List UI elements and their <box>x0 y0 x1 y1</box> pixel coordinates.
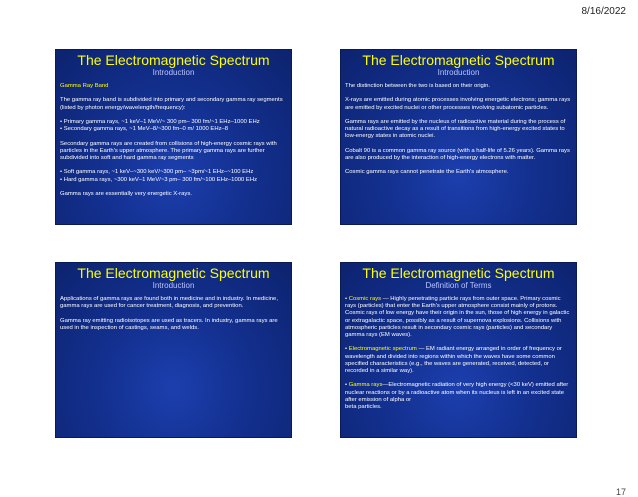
term-label: Cosmic rays <box>348 296 382 302</box>
slide-title: The Electromagnetic Spectrum <box>362 265 555 281</box>
slide-subtitle: Definition of Terms <box>425 281 492 290</box>
term-label: Gamma rays <box>348 382 383 389</box>
section-heading: Gamma Ray Band <box>60 83 109 89</box>
definition-item: • Gamma rays—Electromagnetic radiation of very high energy (<30 keV) emitted after nuclear reactions or by a radioactive atom when its nucleus is left in an excited state after emission of alpha or beta particles. <box>345 382 569 411</box>
slide-body <box>60 83 287 205</box>
paragraph: The gamma ray band is subdivided into primary and secondary gamma ray segments (listed by photon energy/wavelength/frequency): <box>60 97 283 111</box>
term-label: Electromagnetic spectrum <box>348 346 417 353</box>
paragraph: Secondary gamma rays are created from collisions of high-energy cosmic rays with particles in the Earth's upper atmosphere. The primary gamma rays are further subdivided into soft and hard gamma ray segments <box>60 140 277 161</box>
definition-item: • Electromagnetic spectrum — EM radiant energy arranged in order of frequency or wavelength and divided into regions within which the waves have some common specified characteristics (e.g., the waves are generated, received, detected, or recorded in a similar way). <box>345 346 562 375</box>
slide-title: The Electromagnetic Spectrum <box>77 265 270 281</box>
paragraph: Cosmic gamma rays cannot penetrate the Earth's atmosphere. <box>345 169 509 176</box>
paragraph: Gamma ray emitting radioisotopes are used as tracers. In industry, gamma rays are used in the inspection of castings, seams, and welds. <box>60 317 278 331</box>
paragraph: Applications of gamma rays are found both in medicine and in industry. In medicine, gamma rays are used for cancer treatment, diagnosis, and prevention. <box>60 296 278 310</box>
paragraph: The distinction between the two is based on their origin. <box>345 83 491 89</box>
term-definition: —Electromagnetic radiation of very high energy (<30 keV) emitted after nuclear reactions or by a radioactive atom when its nucleus is left in an excited state after emission of alpha or beta particles. <box>345 382 569 411</box>
print-date: 8/16/2022 <box>581 6 626 17</box>
slide-title: The Electromagnetic Spectrum <box>77 52 270 68</box>
term-definition: — Highly penetrating particle rays from outer space. Primary cosmic rays (particles) that enter the Earth's upper atmosphere consist mainly of protons. Cosmic rays of low energy have their origin in the sun, those of high energy in galactic or extragalactic space, possibly as a result of supernova explosions. Collisions with atmospheric particles result in secondary cosmic rays (particles) and secondary gamma rays (EM waves). <box>345 296 570 339</box>
bullet-list: • Primary gamma rays, ~1 keV–1 MeV/~ 300 pm– 300 fm/~1 EHz–1000 EHz • Secondary gamma rays, ~1 MeV–8/~300 fm–0 m/ 1000 EHz–8 <box>60 118 260 133</box>
paragraph: Gamma rays are essentially very energetic X-rays. <box>60 190 192 197</box>
slide-1 <box>55 49 292 225</box>
paragraph: Cobalt 90 is a common gamma ray source (with a half-life of 5.26 years). Gamma rays are also produced by the interaction of high-energy electrons with matter. <box>345 147 570 161</box>
slide-3 <box>55 262 292 438</box>
slide-title: The Electromagnetic Spectrum <box>362 52 555 68</box>
paragraph: X-rays are emitted during atomic processes involving energetic electrons; gamma rays are emitted by excited nuclei or other processes involving subatomic particles. <box>345 97 571 111</box>
paragraph: Gamma rays are emitted by the nucleus of radioactive material during the process of natural radioactive decay as a result of transitions from high-energy excited states to low-energy states in atomic nuclei. <box>345 118 566 140</box>
slide-body <box>345 296 572 418</box>
slide-body <box>60 296 287 339</box>
slide-2 <box>340 49 577 225</box>
term-definition: — EM radiant energy arranged in order of frequency or wavelength and divided into regions within which the waves have some common specified characteristics (e.g., the waves are generated, received, detected, or recorded in a similar way). <box>345 346 562 375</box>
slide-subtitle: Introduction <box>152 68 195 77</box>
page-number: 17 <box>615 487 626 497</box>
definition-item: • Cosmic rays — Highly penetrating particle rays from outer space. Primary cosmic rays (particles) that enter the Earth's upper atmosphere consist mainly of protons. Cosmic rays of low energy have their origin in the sun, those of high energy in galactic or extragalactic space, possibly as a result of supernova explosions. Collisions with atmospheric particles result in secondary cosmic rays (particles) and secondary gamma rays (EM waves). <box>345 296 570 339</box>
slide-body <box>345 83 572 184</box>
slide-4 <box>340 262 577 438</box>
slide-subtitle: Introduction <box>437 68 480 77</box>
slide-subtitle: Introduction <box>152 281 195 290</box>
bullet-list: • Soft gamma rays, ~1 keV–~300 keV/~300 pm– ~3pm/~1 EHz–~100 EHz • Hard gamma rays, ~300 keV–1 MeV/~3 pm– 300 fm/~100 EHz–1000 EHz <box>60 169 258 183</box>
